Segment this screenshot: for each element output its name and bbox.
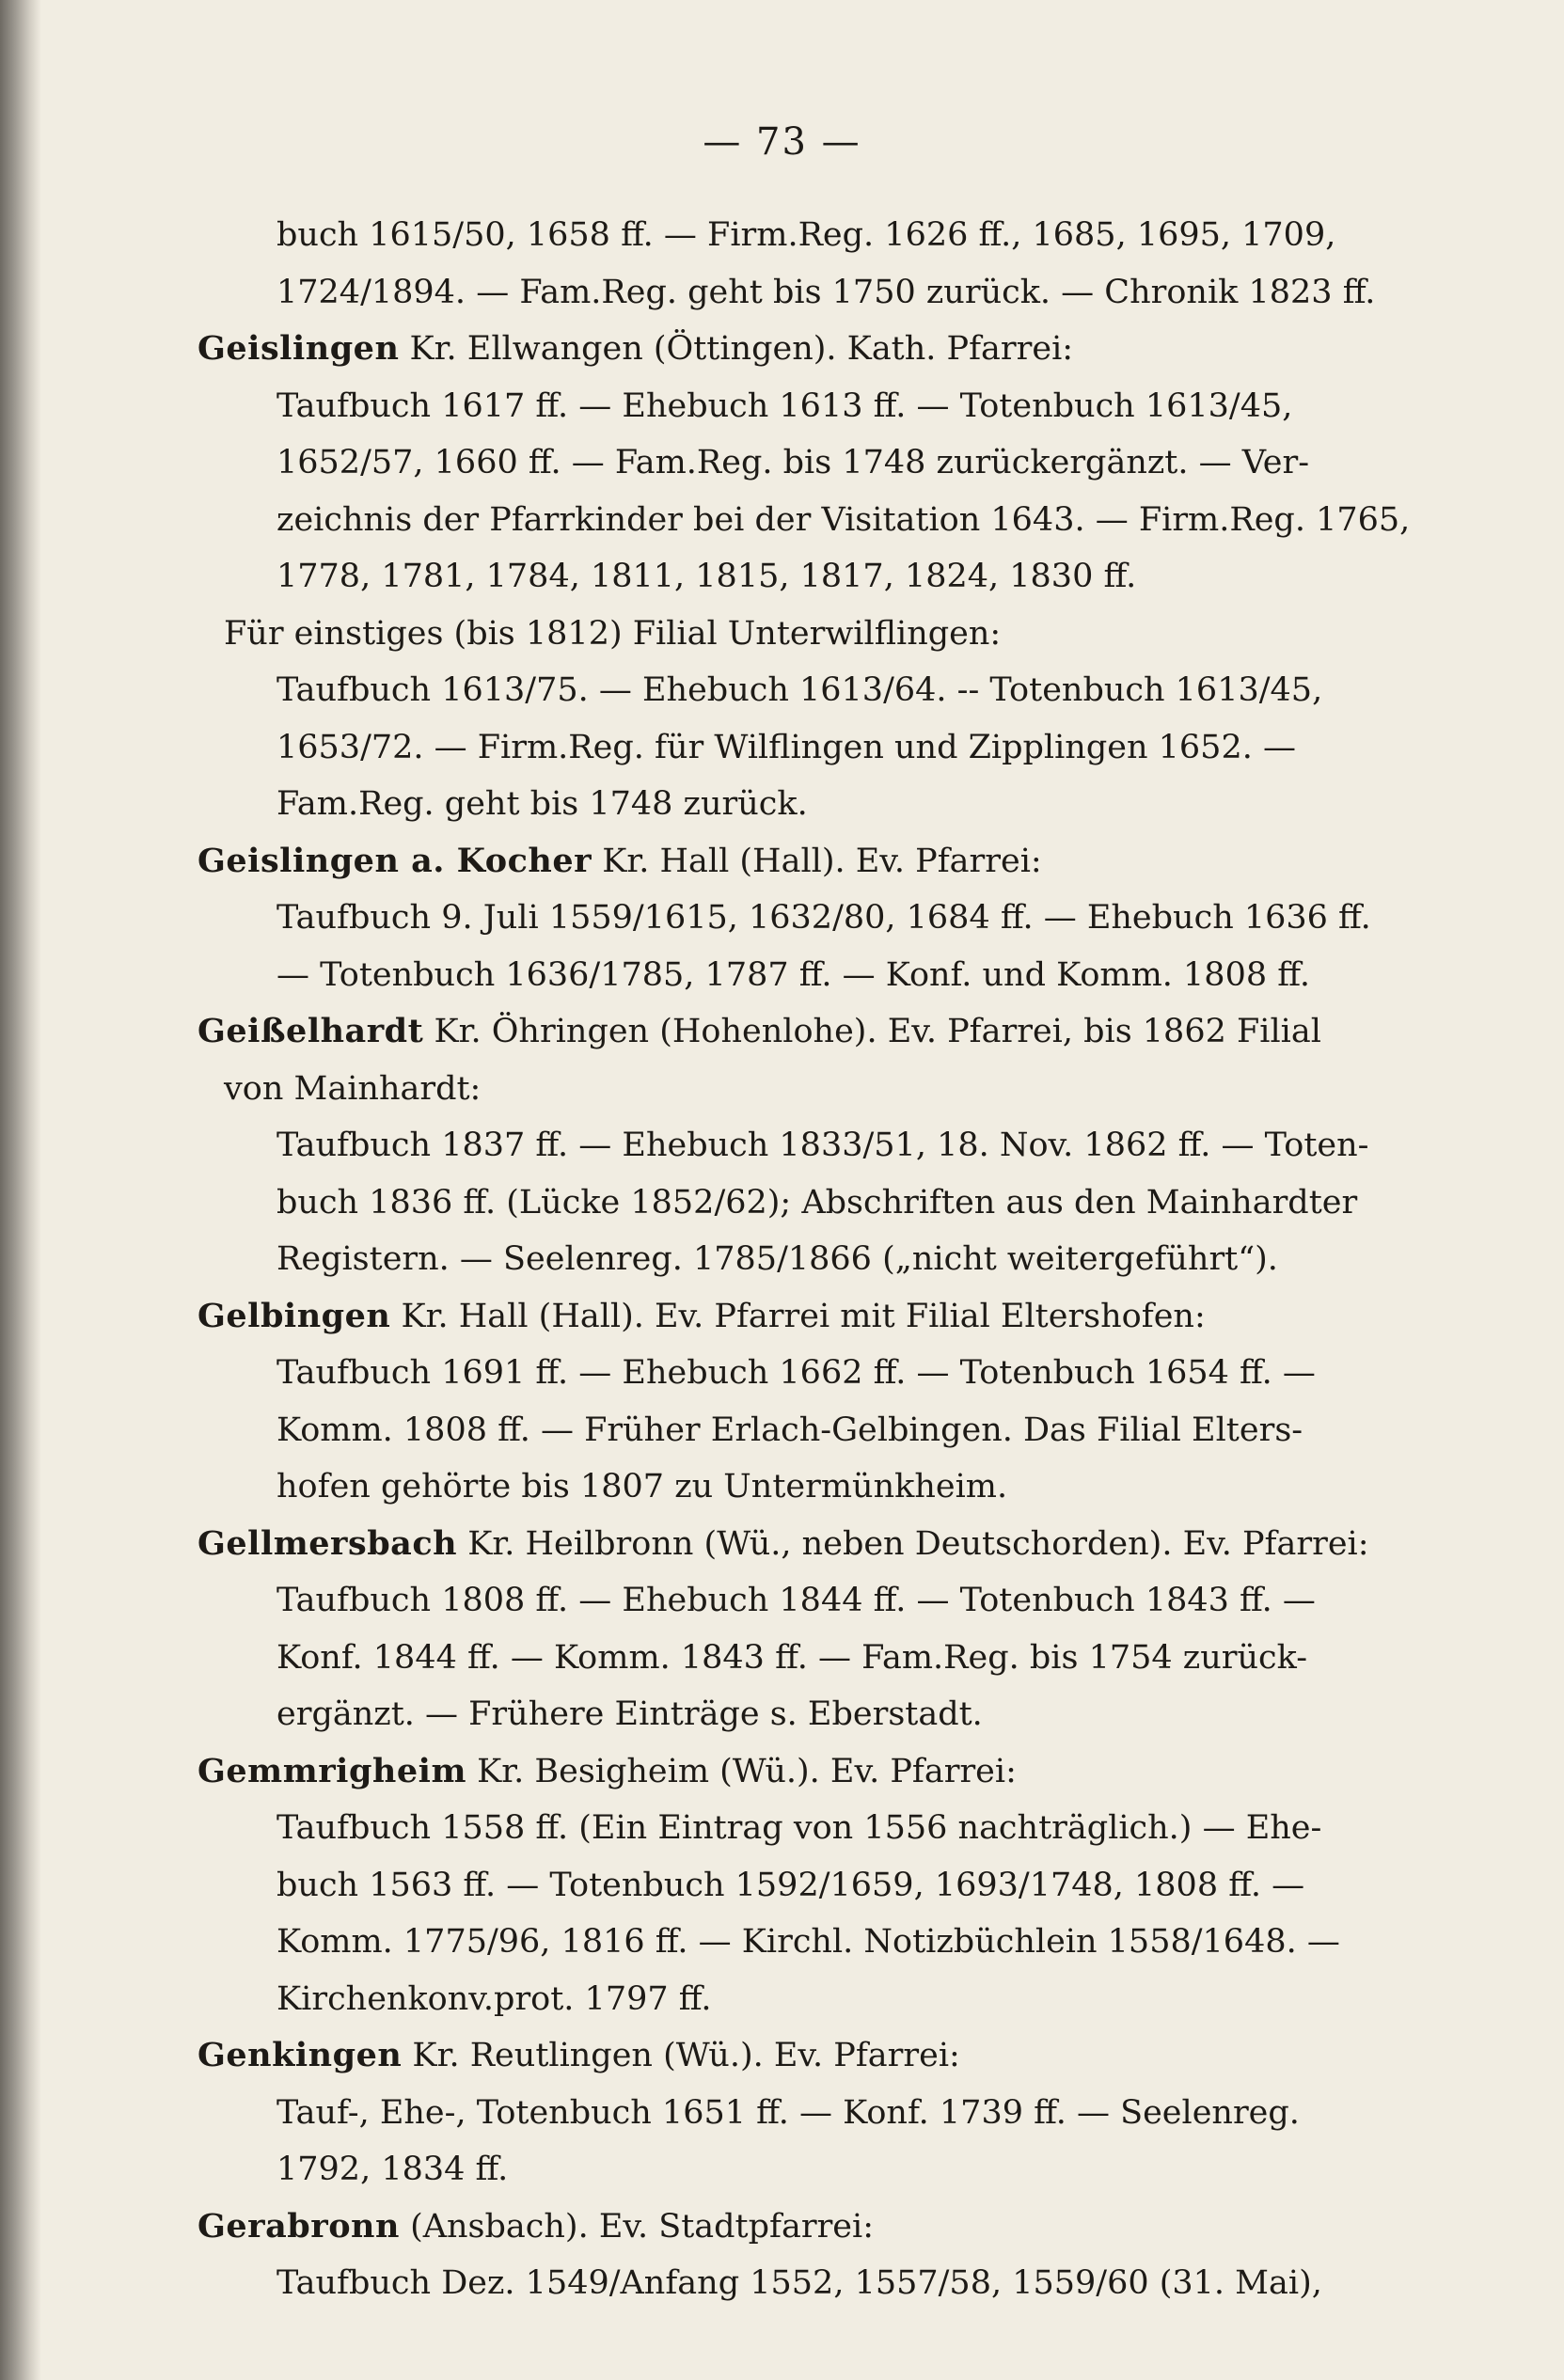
entry-heading-line xyxy=(197,1288,1411,1346)
entry-heading-line xyxy=(197,1003,1411,1061)
entry-gemmrigheim xyxy=(197,1743,1411,2028)
text-line: buch 1615/50, 1658 ff. — Firm.Reg. 1626 ff., 1685, 1695, 1709, xyxy=(276,216,1336,254)
text-line: hofen gehörte bis 1807 zu Untermünkheim. xyxy=(276,1468,1008,1505)
text-line: Komm. 1808 ff. — Früher Erlach-Gelbingen. Das Filial Elters- xyxy=(276,1411,1303,1449)
text-line: Taufbuch 1613/75. — Ehebuch 1613/64. -- Totenbuch 1613/45, xyxy=(276,671,1323,709)
text-line: buch 1836 ff. (Lücke 1852/62); Abschriften aus den Mainhardter xyxy=(276,1183,1358,1222)
entry-description: Kr. Besigheim (Wü.). Ev. Pfarrei: xyxy=(466,1752,1017,1790)
entry-heading-line xyxy=(197,833,1411,891)
entry-gelbingen xyxy=(197,1288,1411,1516)
text-line: Taufbuch 1808 ff. — Ehebuch 1844 ff. — Totenbuch 1843 ff. — xyxy=(276,1582,1316,1619)
place-name: Gellmersbach xyxy=(197,1523,458,1563)
place-name: Gelbingen xyxy=(197,1296,391,1335)
place-name: Genkingen xyxy=(197,2036,403,2074)
text-line: Taufbuch 1691 ff. — Ehebuch 1662 ff. — Totenbuch 1654 ff. — xyxy=(276,1354,1316,1392)
text-line: Fam.Reg. geht bis 1748 zurück. xyxy=(276,785,808,823)
text-line: buch 1563 ff. — Totenbuch 1592/1659, 1693/1748, 1808 ff. — xyxy=(276,1866,1305,1904)
page-number: — 73 — xyxy=(703,120,861,164)
entry-heading-line xyxy=(197,2199,1411,2256)
text-line: Tauf-, Ehe-, Totenbuch 1651 ff. — Konf. 1739 ff. — Seelenreg. xyxy=(276,2093,1300,2132)
entry-geislingen xyxy=(197,321,1411,606)
place-name: Geißelhardt xyxy=(197,1012,424,1050)
text-line: von Mainhardt: xyxy=(224,1069,482,1108)
place-name: Gerabronn xyxy=(197,2206,400,2246)
entry-continuation xyxy=(197,207,1411,321)
text-line: 1778, 1781, 1784, 1811, 1815, 1817, 1824, 1830 ff. xyxy=(276,558,1137,595)
text-line: Kirchenkonv.prot. 1797 ff. xyxy=(276,1979,712,2018)
text-line: Registern. — Seelenreg. 1785/1866 („nicht weitergeführt“). xyxy=(276,1240,1278,1278)
place-name: Geislingen a. Kocher xyxy=(197,841,592,880)
entry-heading-line xyxy=(197,321,1411,378)
entry-description: Kr. Reutlingen (Wü.). Ev. Pfarrei: xyxy=(402,2037,960,2074)
register-text xyxy=(197,207,1411,2312)
text-line: Taufbuch 1558 ff. (Ein Eintrag von 1556 nachträglich.) — Ehe- xyxy=(276,1809,1322,1847)
entry-gellmersbach xyxy=(197,1516,1411,1743)
text-line: 1724/1894. — Fam.Reg. geht bis 1750 zurück. — Chronik 1823 ff. xyxy=(276,273,1376,311)
entry-description: (Ansbach). Ev. Stadtpfarrei: xyxy=(399,2207,875,2246)
place-name: Geislingen xyxy=(197,329,400,368)
place-name: Gemmrigheim xyxy=(197,1751,466,1790)
entry-filial-unterwilflingen xyxy=(197,606,1411,833)
entry-geisselhardt xyxy=(197,1003,1411,1288)
text-line: — Totenbuch 1636/1785, 1787 ff. — Konf. und Komm. 1808 ff. xyxy=(276,955,1310,994)
entry-heading-line xyxy=(197,1743,1411,1801)
text-line: zeichnis der Pfarrkinder bei der Visitation 1643. — Firm.Reg. 1765, xyxy=(276,500,1411,539)
text-line: 1652/57, 1660 ff. — Fam.Reg. bis 1748 zurückergänzt. — Ver- xyxy=(276,444,1310,481)
entry-description: Kr. Hall (Hall). Ev. Pfarrei mit Filial Eltershofen: xyxy=(390,1297,1206,1335)
text-line: Taufbuch 1837 ff. — Ehebuch 1833/51, 18. Nov. 1862 ff. — Toten- xyxy=(276,1127,1369,1164)
entry-description: Kr. Hall (Hall). Ev. Pfarrei: xyxy=(592,842,1042,880)
text-line: 1792, 1834 ff. xyxy=(276,2151,509,2188)
sub-heading-line: Für einstiges (bis 1812) Filial Unterwilflingen: xyxy=(224,614,1002,653)
text-line: Taufbuch Dez. 1549/Anfang 1552, 1557/58, 1559/60 (31. Mai), xyxy=(276,2264,1322,2302)
entry-description: Kr. Ellwangen (Öttingen). Kath. Pfarrei: xyxy=(399,330,1074,368)
entry-description: Kr. Heilbronn (Wü., neben Deutschorden). Ev. Pfarrei: xyxy=(457,1524,1369,1563)
page-binding-edge xyxy=(0,0,41,2380)
entry-gerabronn xyxy=(197,2199,1411,2312)
entry-heading-line xyxy=(197,2027,1411,2085)
entry-heading-line xyxy=(197,1516,1411,1573)
text-line: Konf. 1844 ff. — Komm. 1843 ff. — Fam.Reg. bis 1754 zurück- xyxy=(276,1638,1308,1677)
entry-geislingen-kocher xyxy=(197,833,1411,1004)
text-line: 1653/72. — Firm.Reg. für Wilflingen und Zipplingen 1652. — xyxy=(276,728,1296,766)
entry-description: Kr. Öhringen (Hohenlohe). Ev. Pfarrei, bis 1862 Filial xyxy=(423,1013,1321,1050)
entry-genkingen xyxy=(197,2027,1411,2199)
text-line: ergänzt. — Frühere Einträge s. Eberstadt. xyxy=(276,1695,983,1733)
text-line: Taufbuch 9. Juli 1559/1615, 1632/80, 1684 ff. — Ehebuch 1636 ff. xyxy=(276,899,1371,937)
text-line: Taufbuch 1617 ff. — Ehebuch 1613 ff. — Totenbuch 1613/45, xyxy=(276,386,1293,425)
text-line: Komm. 1775/96, 1816 ff. — Kirchl. Notizbüchlein 1558/1648. — xyxy=(276,1923,1340,1961)
